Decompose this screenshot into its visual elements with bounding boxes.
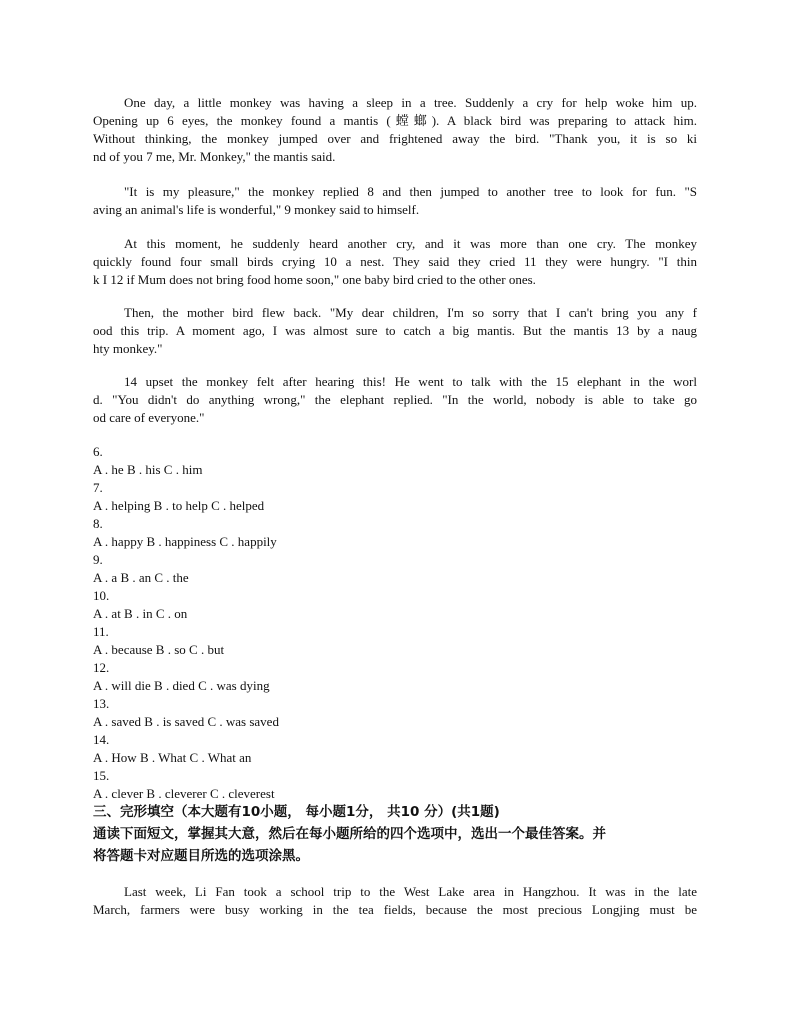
question-number: 12. (93, 660, 110, 675)
text-line: March, farmers were busy working in the tea fields, because the most precious Longjing must be (93, 902, 697, 917)
text-line: hty monkey." (93, 341, 163, 356)
question-number: 13. (93, 696, 110, 711)
question-options: A . because B . so C . but (93, 642, 225, 657)
passage-paragraph-1 (93, 94, 697, 166)
text-line: ood this trip. A moment ago, I was almost sure to catch a big mantis. But the mantis 13 by a naug (93, 323, 697, 338)
question-options: A . How B . What C . What an (93, 750, 252, 765)
text-line: d. "You didn't do anything wrong," the elephant replied. "In the world, nobody is able to take go (93, 392, 697, 407)
question-number: 15. (93, 768, 110, 783)
text-line: od care of everyone." (93, 410, 205, 425)
text-line: quickly found four small birds crying 10 a nest. They said they cried 11 they were hungry. "I thin (93, 254, 697, 269)
text-line: Without thinking, the monkey jumped over and frightened away the bird. "Thank you, it is so ki (93, 131, 697, 146)
question-number: 14. (93, 732, 110, 747)
text-line: "It is my pleasure," the monkey replied 8 and then jumped to another tree to look for fun. "S (124, 184, 697, 199)
text-line: nd of you 7 me, Mr. Monkey," the mantis said. (93, 149, 336, 164)
passage-paragraph-2 (93, 183, 697, 219)
question-number: 11. (93, 624, 109, 639)
section-instructions: 通读下面短文，掌握其大意，然后在每小题所给的四个选项中，选出一个最佳答案。并 (93, 826, 606, 842)
question-number: 10. (93, 588, 110, 603)
question-number: 9. (93, 552, 103, 567)
text-line: Then, the mother bird flew back. "My dear children, I'm so sorry that I can't bring you any f (124, 305, 697, 320)
text-line: 14 upset the monkey felt after hearing this! He went to talk with the 15 elephant in the worl (124, 374, 697, 389)
passage-paragraph-5 (93, 373, 697, 427)
text-line: At this moment, he suddenly heard another cry, and it was more than one cry. The monkey (124, 236, 697, 251)
question-options: A . happy B . happiness C . happily (93, 534, 277, 549)
question-options: A . helping B . to help C . helped (93, 498, 265, 513)
text-line: Last week, Li Fan took a school trip to the West Lake area in Hangzhou. It was in the late (124, 884, 697, 899)
question-number: 8. (93, 516, 103, 531)
question-number: 7. (93, 480, 103, 495)
question-options: A . saved B . is saved C . was saved (93, 714, 279, 729)
text-line: k I 12 if Mum does not bring food home soon," one baby bird cried to the other ones. (93, 272, 536, 287)
question-options: A . he B . his C . him (93, 462, 203, 477)
text-line: Opening up 6 eyes, the monkey found a mantis (螳螂). A black bird was preparing to attack him. (93, 113, 697, 128)
section-instructions: 将答题卡对应题目所选的选项涂黑。 (93, 848, 309, 864)
text-line: aving an animal's life is wonderful," 9 monkey said to himself. (93, 202, 420, 217)
question-number: 6. (93, 444, 103, 459)
question-options: A . will die B . died C . was dying (93, 678, 270, 693)
question-options: A . at B . in C . on (93, 606, 188, 621)
passage-paragraph-4 (93, 304, 697, 358)
text-line: One day, a little monkey was having a sleep in a tree. Suddenly a cry for help woke him up. (124, 95, 697, 110)
section-heading: 三、完形填空（本大题有10小题， 每小题1分， 共10 分）(共1题) (93, 804, 500, 820)
passage-paragraph-cloze (93, 883, 697, 919)
question-options: A . clever B . cleverer C . cleverest (93, 786, 275, 801)
passage-paragraph-3 (93, 235, 697, 289)
question-options: A . a B . an C . the (93, 570, 189, 585)
